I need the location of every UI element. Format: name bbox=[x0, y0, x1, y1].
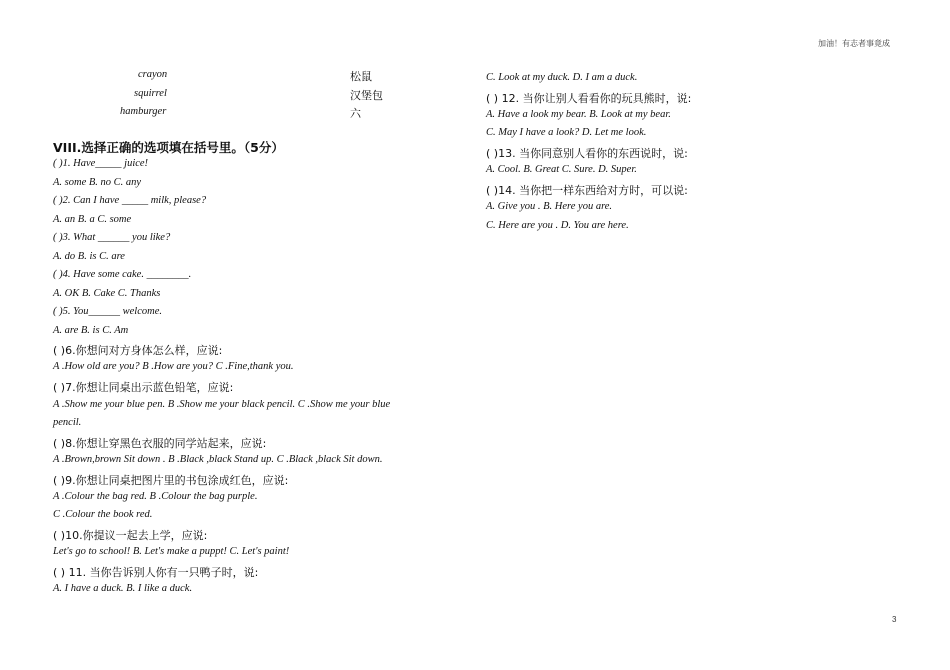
question-line: ( )14. 当你把一样东西给对方时，可以说: bbox=[486, 184, 688, 197]
question-line: ( )1. Have_____ juice! bbox=[53, 158, 149, 169]
vocab-chinese: 松鼠 bbox=[350, 70, 372, 83]
option-line: A. some B. no C. any bbox=[53, 177, 142, 188]
option-line: A .Colour the bag red. B .Colour the bag purple. bbox=[53, 491, 258, 502]
option-line: A. do B. is C. are bbox=[53, 251, 125, 262]
vocab-english: crayon bbox=[138, 69, 168, 80]
question-line: ( )9.你想让同桌把图片里的书包涂成红色，应说: bbox=[53, 474, 289, 487]
option-line: A .Brown,brown Sit down . B .Black ,black Stand up. C .Black ,black Sit down. bbox=[53, 454, 383, 465]
vocab-chinese: 汉堡包 bbox=[350, 89, 383, 102]
question-line: ( )3. What ______ you like? bbox=[53, 232, 171, 243]
option-line: A .Show me your blue pen. B .Show me your black pencil. C .Show me your blue bbox=[53, 399, 391, 410]
option-line: A. I have a duck. B. I like a duck. bbox=[53, 583, 193, 594]
header-motto: 加油！有志者事竟成 bbox=[818, 39, 890, 48]
option-line: C .Colour the book red. bbox=[53, 509, 153, 520]
question-line: ( ) 11. 当你告诉别人你有一只鸭子时，说: bbox=[53, 566, 259, 579]
question-line: ( )2. Can I have _____ milk, please? bbox=[53, 195, 207, 206]
option-line: A. an B. a C. some bbox=[53, 214, 132, 225]
question-line: ( )13. 当你同意别人看你的东西说时，说: bbox=[486, 147, 688, 160]
vocab-english: squirrel bbox=[134, 88, 167, 99]
option-line: A. Give you . B. Here you are. bbox=[486, 201, 613, 212]
question-line: ( )5. You______ welcome. bbox=[53, 306, 162, 317]
option-line: A. are B. is C. Am bbox=[53, 325, 129, 336]
question-line: ( )8.你想让穿黑色衣服的同学站起来，应说: bbox=[53, 437, 267, 450]
section-title: VIII.选择正确的选项填在括号里。（5分） bbox=[53, 140, 284, 155]
option-line: pencil. bbox=[53, 417, 82, 428]
question-line: ( )10.你提议一起去上学，应说: bbox=[53, 529, 208, 542]
option-line: C. Look at my duck. D. I am a duck. bbox=[486, 72, 638, 83]
question-line: ( )6.你想问对方身体怎么样，应说: bbox=[53, 344, 223, 357]
question-line: ( )7.你想让同桌出示蓝色铅笔，应说: bbox=[53, 381, 234, 394]
option-line: A. OK B. Cake C. Thanks bbox=[53, 288, 161, 299]
page-number: 3 bbox=[892, 615, 897, 624]
vocab-english: hamburger bbox=[120, 106, 167, 117]
vocab-chinese: 六 bbox=[350, 107, 361, 120]
option-line: C. Here are you . D. You are here. bbox=[486, 220, 629, 231]
option-line: C. May I have a look? D. Let me look. bbox=[486, 127, 647, 138]
question-line: ( )4. Have some cake. ________. bbox=[53, 269, 192, 280]
option-line: A. Cool. B. Great C. Sure. D. Super. bbox=[486, 164, 637, 175]
question-line: ( ) 12. 当你让别人看看你的玩具熊时，说: bbox=[486, 92, 692, 105]
option-line: A. Have a look my bear. B. Look at my bear. bbox=[486, 109, 671, 120]
option-line: Let's go to school! B. Let's make a puppt! C. Let's paint! bbox=[53, 546, 290, 557]
option-line: A .How old are you? B .How are you? C .Fine,thank you. bbox=[53, 361, 294, 372]
